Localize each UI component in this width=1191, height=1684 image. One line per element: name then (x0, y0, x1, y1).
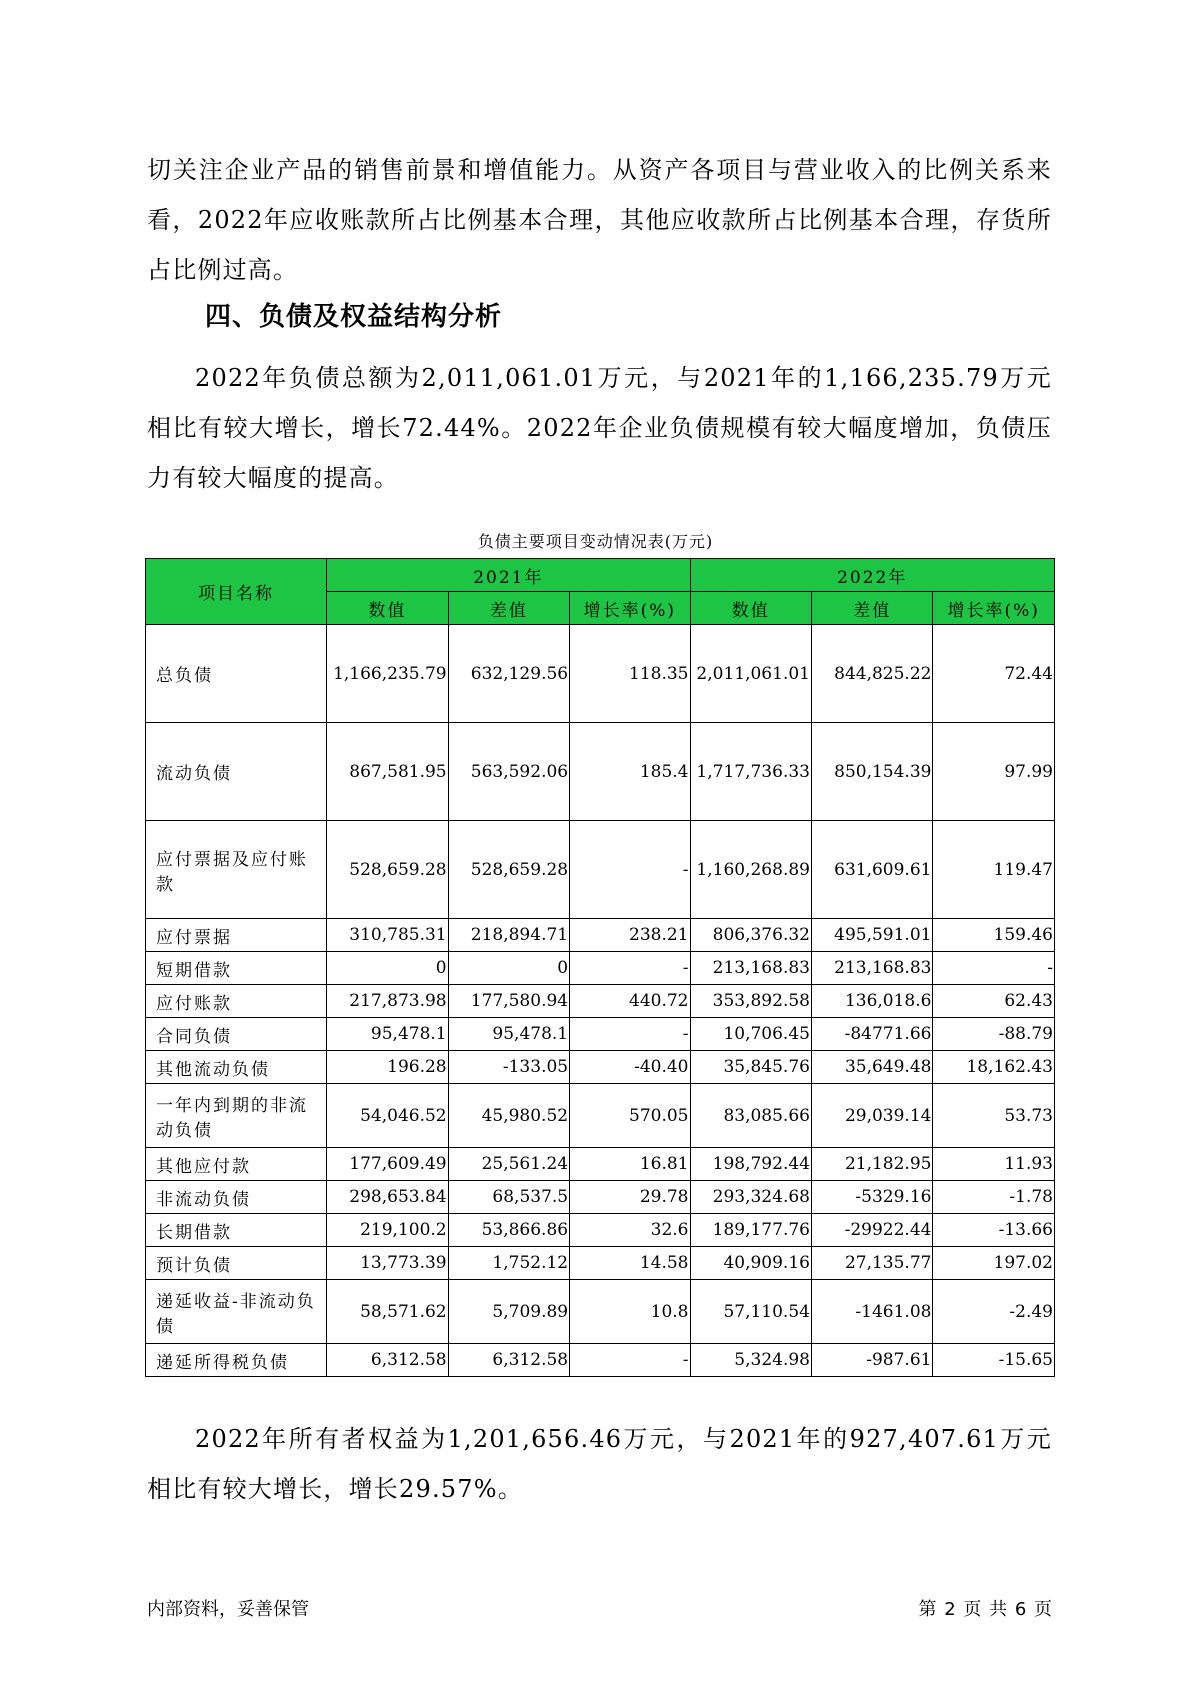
header-item-name: 项目名称 (146, 559, 327, 625)
cell-r1: 32.6 (570, 1214, 690, 1247)
cell-v1: 528,659.28 (327, 821, 448, 919)
cell-v2: 353,892.58 (690, 985, 811, 1018)
footer-confidential-note: 内部资料，妥善保管 (147, 1599, 309, 1620)
header-value-2022: 数值 (690, 592, 811, 625)
cell-d2: 844,825.22 (811, 625, 932, 723)
cell-v1: 298,653.84 (327, 1181, 448, 1214)
table-row (146, 723, 1055, 821)
cell-r1: 185.4 (570, 723, 690, 821)
row-label: 其他应付款 (146, 1148, 327, 1181)
cell-r1: - (570, 821, 690, 919)
row-label: 非流动负债 (146, 1181, 327, 1214)
section-heading: 四、负债及权益结构分析 (205, 302, 503, 332)
liabilities-table (145, 558, 1055, 1377)
cell-r1: 118.35 (570, 625, 690, 723)
cell-v1: 219,100.2 (327, 1214, 448, 1247)
cell-v2: 35,845.76 (690, 1051, 811, 1084)
table-row (146, 1214, 1055, 1247)
table-row (146, 1280, 1055, 1344)
table-row (146, 1247, 1055, 1280)
cell-r1: - (570, 952, 690, 985)
cell-r2: -88.79 (933, 1018, 1055, 1051)
cell-v1: 0 (327, 952, 448, 985)
cell-d2: -84771.66 (811, 1018, 932, 1051)
table-row (146, 1344, 1055, 1377)
cell-v1: 6,312.58 (327, 1344, 448, 1377)
header-rate-2022: 增长率(%) (933, 592, 1055, 625)
table-row (146, 1148, 1055, 1181)
cell-d2: 631,609.61 (811, 821, 932, 919)
row-label: 应付票据 (146, 919, 327, 952)
body-paragraph-2: 2022年负债总额为2,011,061.01万元，与2021年的1,166,235.79万元相比有较大增长，增长72.44%。2022年企业负债规模有较大幅度增加，负债压力有较大幅度的提高。 (147, 364, 1052, 492)
cell-v1: 54,046.52 (327, 1084, 448, 1148)
cell-d1: 218,894.71 (448, 919, 569, 952)
cell-r2: 62.43 (933, 985, 1055, 1018)
cell-v2: 5,324.98 (690, 1344, 811, 1377)
cell-d1: 1,752.12 (448, 1247, 569, 1280)
header-year-2021: 2021年 (327, 559, 690, 592)
row-label: 短期借款 (146, 952, 327, 985)
cell-d1: 68,537.5 (448, 1181, 569, 1214)
cell-d2: 213,168.83 (811, 952, 932, 985)
cell-v2: 57,110.54 (690, 1280, 811, 1344)
cell-v1: 177,609.49 (327, 1148, 448, 1181)
cell-d1: 25,561.24 (448, 1148, 569, 1181)
table-row (146, 1181, 1055, 1214)
header-rate-2021: 增长率(%) (570, 592, 690, 625)
row-label: 合同负债 (146, 1018, 327, 1051)
cell-r2: -2.49 (933, 1280, 1055, 1344)
cell-r2: 72.44 (933, 625, 1055, 723)
cell-d1: 0 (448, 952, 569, 985)
cell-d2: 27,135.77 (811, 1247, 932, 1280)
cell-r1: 570.05 (570, 1084, 690, 1148)
cell-r2: 11.93 (933, 1148, 1055, 1181)
cell-r2: 18,162.43 (933, 1051, 1055, 1084)
table-row (146, 821, 1055, 919)
cell-r1: 238.21 (570, 919, 690, 952)
row-label: 流动负债 (146, 723, 327, 821)
cell-d2: -987.61 (811, 1344, 932, 1377)
cell-r2: -13.66 (933, 1214, 1055, 1247)
cell-r1: 440.72 (570, 985, 690, 1018)
cell-v1: 58,571.62 (327, 1280, 448, 1344)
cell-v2: 198,792.44 (690, 1148, 811, 1181)
cell-v2: 40,909.16 (690, 1247, 811, 1280)
cell-r2: - (933, 952, 1055, 985)
cell-v2: 1,717,736.33 (690, 723, 811, 821)
cell-d2: 35,649.48 (811, 1051, 932, 1084)
cell-v2: 83,085.66 (690, 1084, 811, 1148)
row-label: 预计负债 (146, 1247, 327, 1280)
table-row (146, 1084, 1055, 1148)
cell-r1: 14.58 (570, 1247, 690, 1280)
cell-v2: 2,011,061.01 (690, 625, 811, 723)
cell-r2: 159.46 (933, 919, 1055, 952)
cell-d1: -133.05 (448, 1051, 569, 1084)
cell-v2: 806,376.32 (690, 919, 811, 952)
cell-r2: -1.78 (933, 1181, 1055, 1214)
cell-v1: 13,773.39 (327, 1247, 448, 1280)
cell-d2: -1461.08 (811, 1280, 932, 1344)
cell-d1: 177,580.94 (448, 985, 569, 1018)
table-row (146, 985, 1055, 1018)
cell-d2: 29,039.14 (811, 1084, 932, 1148)
cell-d2: 136,018.6 (811, 985, 932, 1018)
cell-v2: 10,706.45 (690, 1018, 811, 1051)
cell-d1: 528,659.28 (448, 821, 569, 919)
cell-v2: 293,324.68 (690, 1181, 811, 1214)
cell-v1: 196.28 (327, 1051, 448, 1084)
header-value-2021: 数值 (327, 592, 448, 625)
cell-d1: 95,478.1 (448, 1018, 569, 1051)
cell-v1: 95,478.1 (327, 1018, 448, 1051)
cell-v1: 1,166,235.79 (327, 625, 448, 723)
header-diff-2022: 差值 (811, 592, 932, 625)
cell-v1: 217,873.98 (327, 985, 448, 1018)
row-label: 应付账款 (146, 985, 327, 1018)
cell-d1: 6,312.58 (448, 1344, 569, 1377)
row-label: 一年内到期的非流动负债 (146, 1084, 327, 1148)
cell-r1: - (570, 1018, 690, 1051)
table-row (146, 952, 1055, 985)
body-paragraph-1: 切关注企业产品的销售前景和增值能力。从资产各项目与营业收入的比例关系来看，2022年应收账款所占比例基本合理，其他应收款所占比例基本合理，存货所占比例过高。 (147, 156, 1052, 284)
header-year-2022: 2022年 (690, 559, 1055, 592)
cell-r1: 29.78 (570, 1181, 690, 1214)
row-label: 其他流动负债 (146, 1051, 327, 1084)
cell-r2: 197.02 (933, 1247, 1055, 1280)
cell-r1: 16.81 (570, 1148, 690, 1181)
row-label: 应付票据及应付账款 (146, 821, 327, 919)
row-label: 总负债 (146, 625, 327, 723)
cell-r2: 53.73 (933, 1084, 1055, 1148)
cell-d1: 53,866.86 (448, 1214, 569, 1247)
cell-v2: 189,177.76 (690, 1214, 811, 1247)
cell-d1: 563,592.06 (448, 723, 569, 821)
cell-v1: 867,581.95 (327, 723, 448, 821)
body-paragraph-3: 2022年所有者权益为1,201,656.46万元，与2021年的927,407.61万元相比有较大增长，增长29.57%。 (147, 1425, 1052, 1503)
cell-d2: 495,591.01 (811, 919, 932, 952)
cell-d2: 21,182.95 (811, 1148, 932, 1181)
cell-v2: 1,160,268.89 (690, 821, 811, 919)
footer-page-number: 第 2 页 共 6 页 (918, 1599, 1053, 1620)
cell-v1: 310,785.31 (327, 919, 448, 952)
cell-r2: 119.47 (933, 821, 1055, 919)
cell-d1: 632,129.56 (448, 625, 569, 723)
cell-r2: 97.99 (933, 723, 1055, 821)
table-row (146, 1051, 1055, 1084)
header-diff-2021: 差值 (448, 592, 569, 625)
cell-v2: 213,168.83 (690, 952, 811, 985)
cell-r1: 10.8 (570, 1280, 690, 1344)
cell-d2: -29922.44 (811, 1214, 932, 1247)
table-row (146, 1018, 1055, 1051)
cell-d1: 5,709.89 (448, 1280, 569, 1344)
cell-r1: -40.40 (570, 1051, 690, 1084)
row-label: 递延收益-非流动负债 (146, 1280, 327, 1344)
cell-d1: 45,980.52 (448, 1084, 569, 1148)
row-label: 长期借款 (146, 1214, 327, 1247)
cell-r2: -15.65 (933, 1344, 1055, 1377)
table-row (146, 625, 1055, 723)
row-label: 递延所得税负债 (146, 1344, 327, 1377)
cell-d2: 850,154.39 (811, 723, 932, 821)
cell-d2: -5329.16 (811, 1181, 932, 1214)
table-row (146, 919, 1055, 952)
table-caption: 负债主要项目变动情况表(万元) (477, 532, 714, 551)
cell-r1: - (570, 1344, 690, 1377)
